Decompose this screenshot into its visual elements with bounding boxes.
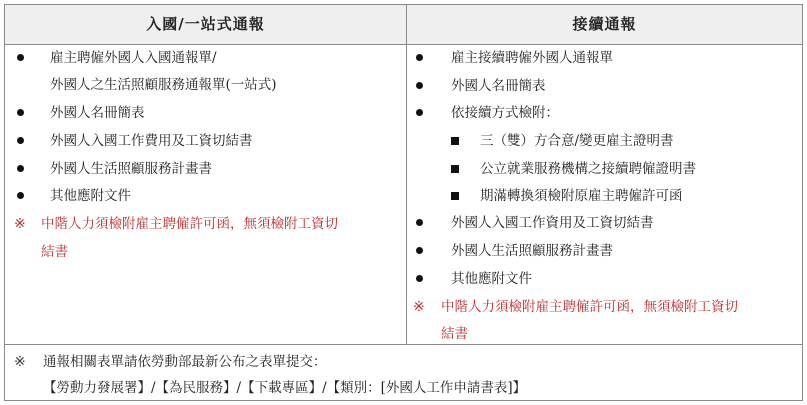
reference-mark-icon: ※ — [413, 299, 425, 315]
right-note-line2: 結書 — [441, 326, 468, 342]
right-item-5: 外國人生活照顧服務計畫書 — [451, 243, 613, 259]
right-subitem-3: 期滿轉換須檢附原雇主聘僱許可函 — [480, 188, 683, 204]
footer-line2: 【勞動力發展署】/【為民服務】/【下載專區】/【類別：[外國人工作申請書表]】 — [43, 380, 527, 396]
bullet-icon — [416, 54, 423, 61]
square-bullet-icon — [451, 137, 459, 145]
header-entry-notification: 入國/一站式通報 — [146, 15, 265, 33]
left-item-1b: 外國人之生活照顧服務通報單(一站式) — [50, 77, 277, 93]
bullet-icon — [17, 137, 24, 144]
left-note-line1: 中階人力須檢附雇主聘僱許可函，無須檢附工資切 — [41, 216, 338, 232]
right-item-6: 其他應附文件 — [451, 271, 532, 287]
square-bullet-icon — [451, 165, 459, 173]
bullet-icon — [17, 192, 24, 199]
bullet-icon — [416, 275, 423, 282]
square-bullet-icon — [451, 192, 459, 200]
bullet-icon — [17, 165, 24, 172]
reference-mark-icon: ※ — [14, 216, 26, 232]
right-subitem-2: 公立就業服務機構之接續聘僱證明書 — [480, 161, 696, 177]
left-item-2: 外國人名冊簡表 — [50, 105, 145, 121]
notification-table — [4, 4, 803, 401]
bullet-icon — [17, 54, 24, 61]
footer-line1: 通報相關表單請依勞動部最新公布之表單提交： — [43, 354, 327, 370]
bullet-icon — [416, 247, 423, 254]
right-subitem-1: 三（雙）方合意/變更雇主證明書 — [480, 133, 674, 149]
right-note-line1: 中階人力須檢附雇主聘僱許可函，無須檢附工資切 — [441, 299, 738, 315]
bullet-icon — [416, 109, 423, 116]
right-item-2: 外國人名冊簡表 — [451, 78, 546, 94]
right-item-4: 外國人入國工作資用及工資切結書 — [451, 215, 654, 231]
bullet-icon — [416, 219, 423, 226]
footer-reference-mark-icon: ※ — [14, 354, 26, 370]
left-item-5: 其他應附文件 — [50, 188, 131, 204]
left-note-line2: 結書 — [41, 244, 68, 260]
bullet-icon — [17, 109, 24, 116]
right-item-3: 依接續方式檢附： — [451, 105, 559, 121]
column-divider — [406, 5, 407, 344]
left-item-3: 外國人入國工作費用及工資切結書 — [50, 133, 253, 149]
footer-divider — [5, 344, 802, 345]
left-item-4: 外國人生活照顧服務計畫書 — [50, 161, 212, 177]
table-header — [5, 5, 802, 45]
bullet-icon — [416, 82, 423, 89]
right-item-1: 雇主接續聘僱外國人通報單 — [451, 50, 613, 66]
header-continued-notification: 接續通報 — [572, 15, 637, 33]
left-item-1a: 雇主聘僱外國人入國通報單/ — [50, 50, 217, 66]
